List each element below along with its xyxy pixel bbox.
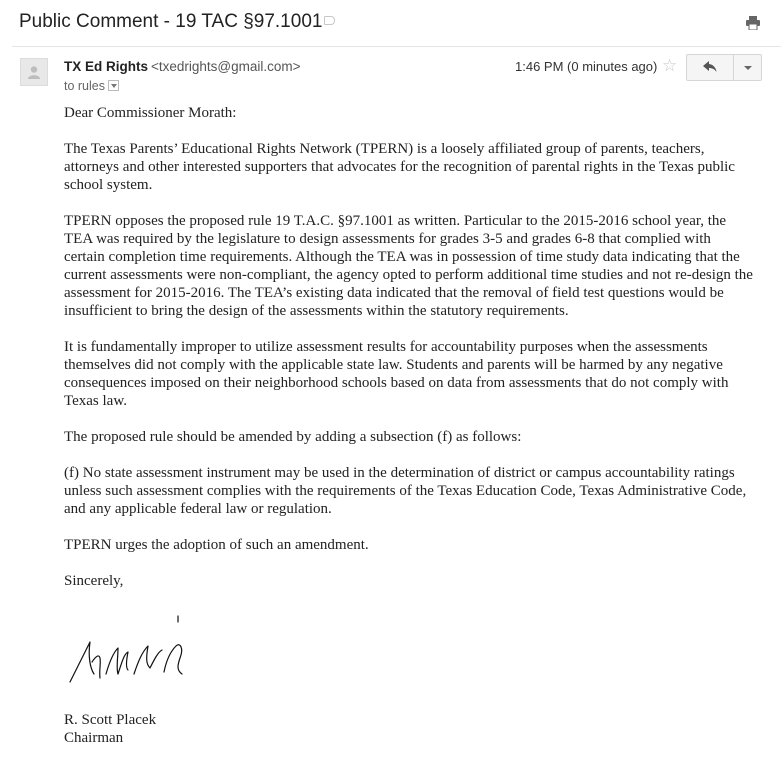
show-details-icon[interactable] xyxy=(108,80,119,91)
subject-bar xyxy=(0,0,781,46)
person-icon xyxy=(27,65,41,79)
closing: Sincerely, xyxy=(64,573,124,589)
sender-avatar[interactable] xyxy=(20,58,48,86)
star-icon[interactable]: ☆ xyxy=(662,56,678,75)
recipient-label: to rules xyxy=(64,79,105,93)
body-paragraph: The proposed rule should be amended by adding a subsection (f) as follows: xyxy=(64,429,522,445)
body-paragraph: The Texas Parents’ Educational Rights Network (TPERN) is a loosely affiliated group of parents, teachers, attorneys and other interested supporters that advocates for the recognition of parental rights in the Texas public school system. xyxy=(64,141,735,193)
reply-button[interactable] xyxy=(687,55,734,80)
print-icon[interactable] xyxy=(745,16,761,30)
email-subject: Public Comment - 19 TAC §97.1001 xyxy=(19,11,323,32)
header-divider xyxy=(12,46,781,47)
greeting: Dear Commissioner Morath: xyxy=(64,105,237,121)
email-body xyxy=(64,104,754,608)
reply-arrow-icon xyxy=(703,61,717,73)
email-timestamp: 1:46 PM (0 minutes ago) xyxy=(515,59,658,74)
handwritten-signature xyxy=(66,612,198,688)
recipient-line xyxy=(64,79,119,93)
body-paragraph: TPERN urges the adoption of such an amendment. xyxy=(64,537,369,553)
body-paragraph: (f) No state assessment instrument may be used in the determination of district or campus accountability ratings unless such assessment complies with the requirements of the Texas Education Code, Texas Administrative Code, and any applicable federal law or regulation. xyxy=(64,465,747,517)
label-tag-icon[interactable] xyxy=(324,16,335,25)
body-paragraph: It is fundamentally improper to utilize assessment results for accountability purposes when the assessments themselves did not comply with the applicable state law. Students and parents will be harmed by any negative consequences imposed on their neighborhood schools based on data from assessments that do not comply with Texas law. xyxy=(64,339,729,409)
body-paragraph: TPERN opposes the proposed rule 19 T.A.C. §97.1001 as written. Particular to the 2015-2016 school year, the TEA was required by the legislature to design assessments for grades 3-5 and grades 6-8 that complied with certain completion time requirements. Although the TEA was in possession of time study data indicating that the current assessments were non-compliant, the agency opted to perform additional time studies and not re-design the assessment for 2015-2016. The TEA’s existing data indicated that the removal of field test questions would be insufficient to bring the design of the assessments within the statutory requirements. xyxy=(64,213,753,319)
sender-line xyxy=(64,59,301,74)
more-options-button[interactable] xyxy=(734,55,761,80)
sender-email: <txedrights@gmail.com> xyxy=(151,59,301,74)
reply-button-group xyxy=(686,54,762,81)
signature-title: Chairman xyxy=(64,730,124,746)
signature-name: R. Scott Placek xyxy=(64,712,157,728)
sender-name[interactable]: TX Ed Rights xyxy=(64,59,148,74)
